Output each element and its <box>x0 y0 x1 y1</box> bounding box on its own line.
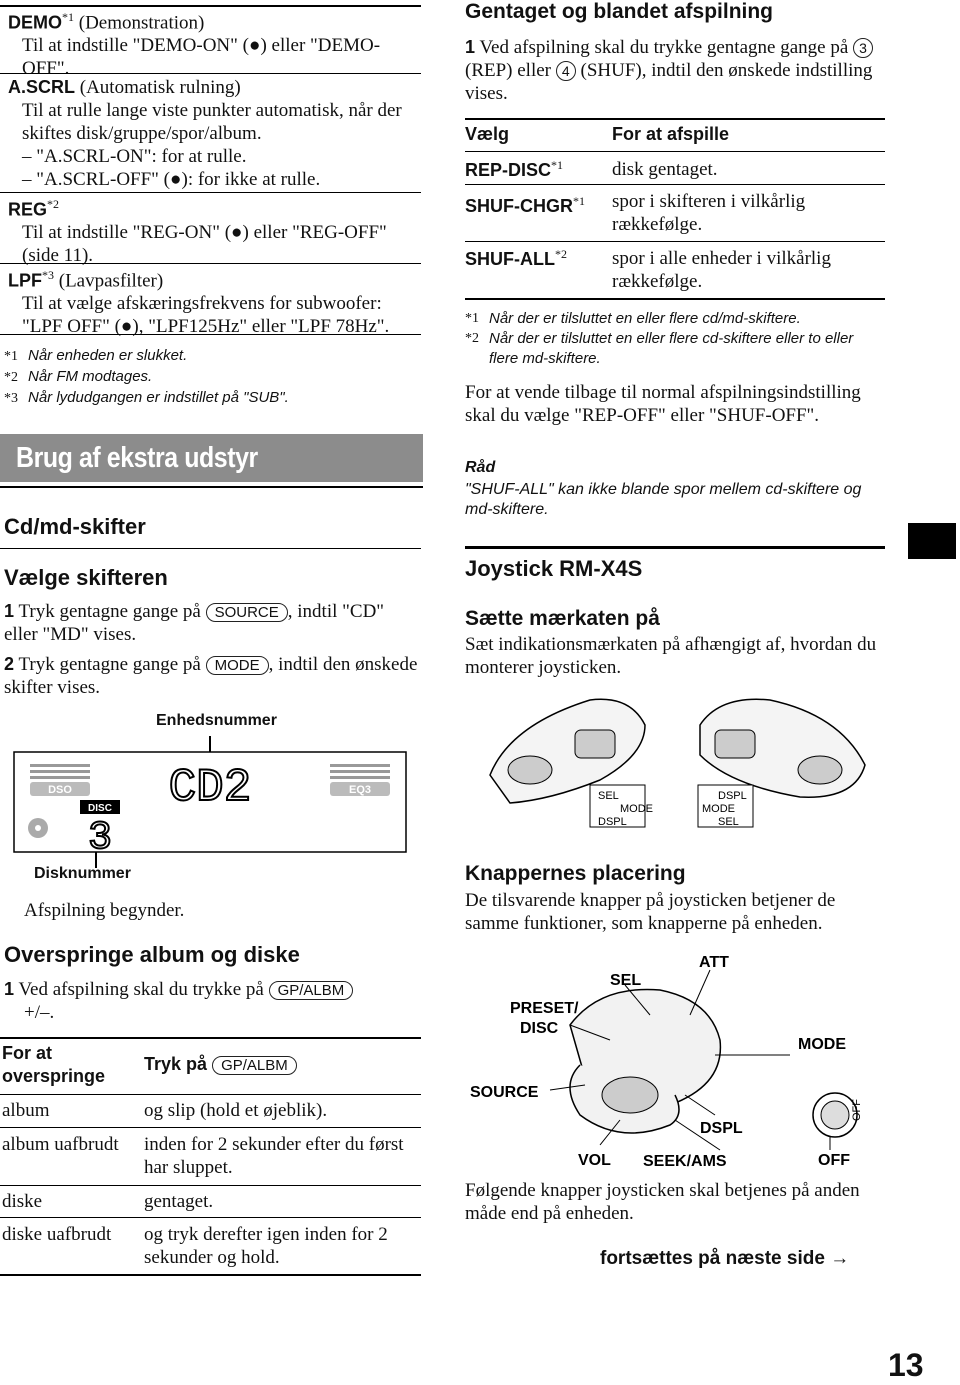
sub-title: Vælge skifteren <box>4 565 168 590</box>
divider <box>0 73 421 74</box>
footnote: *2 Når der er tilsluttet en eller flere cd-skiftere eller to eller flere md-skiftere. <box>465 330 854 367</box>
divider <box>465 184 885 185</box>
callout-off: OFF <box>818 1152 850 1169</box>
sticker-label: MODE <box>620 803 653 815</box>
divider <box>0 1185 421 1186</box>
source-key: SOURCE <box>206 603 288 622</box>
sticker-label: SEL <box>598 790 619 802</box>
repeat-row-a: SHUF-CHGR$^{*1}$ <box>465 194 585 216</box>
dso-badge: DSO <box>48 784 72 796</box>
repeat-header-1: Vælg <box>465 124 510 144</box>
demo-entry: DEMO$^{*1}$ (Demonstration) Til at indstille "DEMO-ON" (●) eller "DEMO-OFF". <box>8 6 418 80</box>
demo-term: DEMO <box>8 12 62 33</box>
skip-row-b: inden for 2 sekunder efter du først har sluppet. <box>144 1134 404 1178</box>
callout-vol: VOL <box>578 1152 611 1169</box>
skip-title: Overspringe album og diske <box>4 942 300 967</box>
sticker-label: SEL <box>718 816 739 828</box>
repeat-header-2: For at afspille <box>612 124 730 144</box>
skip-step: 1 Ved afspilning skal du trykke på GP/ALBM +/–. <box>4 978 422 1024</box>
joystick-title: Joystick RM-X4S <box>465 556 643 581</box>
repeat-row-b: spor i alle enheder i vilkårlig rækkefølge. <box>612 248 831 292</box>
divider <box>0 1094 421 1095</box>
buttons-title: Knappernes placering <box>465 862 686 885</box>
footnote: *1 Når der er tilsluttet en eller flere cd/md-skiftere. <box>465 310 801 327</box>
repeat-row-a: SHUF-ALL$^{*2}$ <box>465 247 567 269</box>
skip-row-a: diske <box>2 1191 43 1212</box>
callout-sel: SEL <box>610 972 642 989</box>
banner-rule <box>0 486 423 488</box>
callout-source: SOURCE <box>470 1084 539 1101</box>
ascrl-entry: A.SCRL (Automatisk rulning) Til at rulle lange viste punkter automatisk, når der skiftes disk/gruppe/spor/album. – "A.SCRL-ON": for at rulle. – "A.SCRL-OFF" (●): for ikke at rulle. <box>8 77 402 190</box>
divider <box>465 241 885 242</box>
disc-label: DISC <box>88 803 112 814</box>
callout-att: ATT <box>699 954 729 971</box>
off-switch-label: OFF <box>851 1099 863 1121</box>
section-title: Cd/md-skifter <box>4 514 146 539</box>
skip-row-b: og tryk derefter igen inden for 2 sekunder og hold. <box>144 1224 388 1268</box>
footnote: *3 Når lydudgangen er indstillet på "SUB". <box>4 389 289 406</box>
lpf-entry: LPF$^{*3}$ (Lavpasfilter) Til at vælge afskæringsfrekvens for subwoofer: "LPF OFF" (●), "LPF125Hz" eller "LPF 78Hz". <box>8 268 390 338</box>
callout-dspl: DSPL <box>700 1120 743 1137</box>
divider <box>0 1127 421 1128</box>
key-4: 4 <box>556 61 576 81</box>
key-3: 3 <box>853 38 873 58</box>
section-banner <box>0 434 423 482</box>
right-footnotes <box>465 309 885 369</box>
main-display-text: CD2 <box>168 762 252 814</box>
mode-key: MODE <box>206 656 269 675</box>
sticker-text: Sæt indikationsmærkaten på afhængigt af, hvordan du monterer joysticken. <box>465 634 877 678</box>
display-illustration <box>0 730 424 880</box>
arrow-right-icon: → <box>830 1248 850 1269</box>
skip-header-2: Tryk på GP/ALBM <box>144 1054 297 1075</box>
repeat-step-1: 1 Ved afspilning skal du trykke gentagne gange på 3 (REP) eller 4 (SHUF), indtil den ønskede indstilling vises. <box>465 37 873 104</box>
step-1: 1 Tryk gentagne gange på SOURCE , indtil "CD" eller "MD" vises. <box>4 601 385 645</box>
tip-title: Råd <box>465 459 496 476</box>
eq-badge: EQ3 <box>348 784 372 796</box>
play-starts: Afspilning begynder. <box>24 900 185 921</box>
skip-row-a: album uafbrudt <box>2 1134 119 1155</box>
unit-number-label: Enhedsnummer <box>156 712 277 729</box>
disc-number-label: Disknummer <box>34 865 131 882</box>
callout-mode: MODE <box>798 1036 846 1053</box>
demo-label: (Demonstration) <box>78 12 205 34</box>
repeat-row-b: disk gentaget. <box>612 159 718 180</box>
skip-row-b: og slip (hold et øjeblik). <box>144 1100 328 1121</box>
gp-albm-key: GP/ALBM <box>269 981 354 1000</box>
return-text: For at vende tilbage til normal afspilningsindstilling skal du vælge "REP-OFF" eller "SHUF-OFF". <box>465 382 861 426</box>
skip-header-1: For at overspringe <box>2 1043 106 1086</box>
callout-preset: PRESET/ DISC <box>510 1000 579 1037</box>
section-rule <box>465 546 885 549</box>
skip-row-b: gentaget. <box>144 1191 214 1212</box>
sticker-label: DSPL <box>598 816 627 828</box>
callout-seek: SEEK/AMS <box>643 1153 727 1170</box>
chapter-tab <box>908 523 956 559</box>
sticker-title: Sætte mærkaten på <box>465 607 660 630</box>
divider <box>465 151 885 152</box>
disc-number: 3 <box>87 816 113 861</box>
repeat-row-b: spor i skifteren i vilkårlig rækkefølge. <box>612 191 806 235</box>
page-number: 13 <box>888 1347 924 1383</box>
step-2: 2 Tryk gentagne gange på MODE , indtil den ønskede skifter vises. <box>4 654 418 698</box>
skip-row-a: diske uafbrudt <box>2 1224 112 1245</box>
skip-row-a: album <box>2 1100 50 1121</box>
sticker-label: MODE <box>702 803 735 815</box>
divider <box>0 1217 421 1218</box>
repeat-shuffle-title: Gentaget og blandet afspilning <box>465 0 774 23</box>
footnote: *1 Når enheden er slukket. <box>4 347 188 364</box>
banner-title: Brug af ekstra udstyr <box>16 442 258 474</box>
tip-text: "SHUF-ALL" kan ikke blande spor mellem cd-skiftere og md-skiftere. <box>465 481 862 518</box>
repeat-row-a: REP-DISC$^{*1}$ <box>465 158 564 180</box>
reg-entry: REG$^{*2}$ Til at indstille "REG-ON" (●) eller "REG-OFF" (side 11). <box>8 197 387 267</box>
table-rule <box>0 1037 421 1039</box>
footnote: *2 Når FM modtages. <box>4 368 153 385</box>
joystick-illustration <box>470 945 890 1175</box>
other-text: Følgende knapper joysticken skal betjenes på anden måde end på enheden. <box>465 1180 860 1224</box>
table-rule <box>465 118 885 120</box>
buttons-text: De tilsvarende knapper på joysticken betjener de samme funktioner, som knapperne på enheden. <box>465 890 836 934</box>
sticker-illustration <box>470 685 890 835</box>
continue-note: fortsættes på næste side → <box>600 1248 850 1269</box>
divider <box>0 548 421 549</box>
table-bottom-rule <box>465 298 885 300</box>
divider <box>0 334 421 335</box>
sticker-label: DSPL <box>718 790 747 802</box>
demo-desc: Til at indstille "DEMO-ON" (●) eller "DEMO-OFF". <box>22 35 381 80</box>
left-footnotes <box>4 346 424 409</box>
table-bottom-rule <box>0 1274 421 1276</box>
